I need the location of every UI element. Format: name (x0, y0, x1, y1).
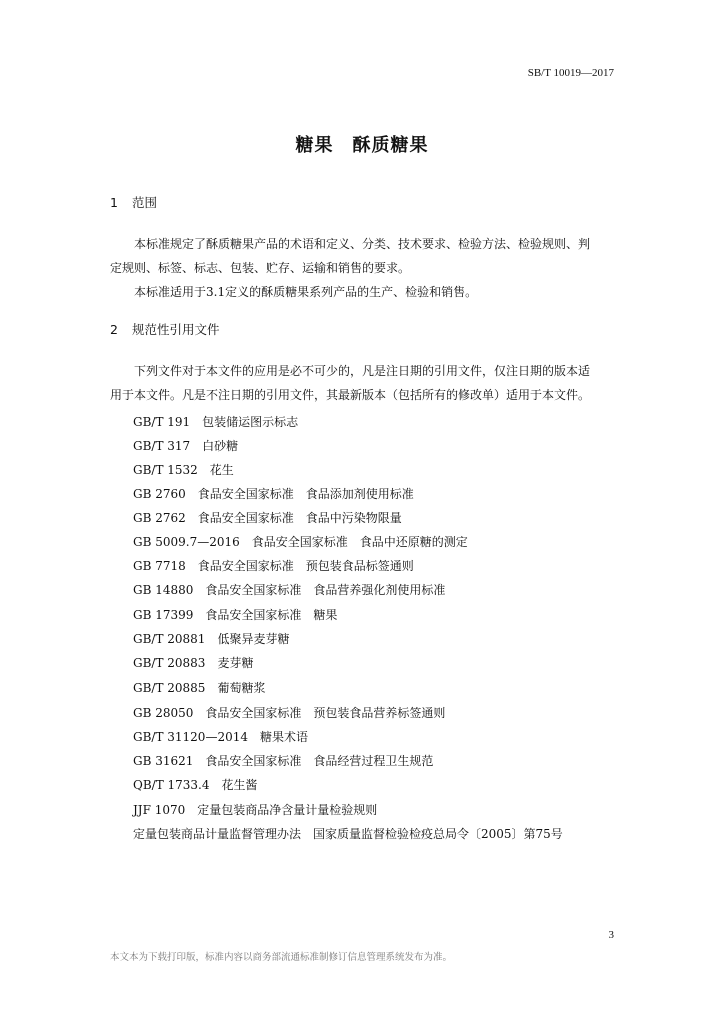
reference-item: GB 28050 食品安全国家标准 预包装食品营养标签通则 (133, 706, 446, 720)
section-number: 1 (110, 195, 118, 210)
paragraph-line: 定规则、标签、标志、包装、贮存、运输和销售的要求。 (110, 261, 411, 275)
reference-item: GB 17399 食品安全国家标准 糖果 (133, 608, 338, 622)
reference-item: GB/T 20883 麦芽糖 (133, 656, 254, 670)
section-number: 2 (110, 322, 118, 337)
reference-item: GB/T 1532 花生 (133, 463, 234, 477)
reference-item: 定量包装商品计量监督管理办法 国家质量监督检验检疫总局令〔2005〕第75号 (133, 827, 563, 841)
paragraph-line: 本标准规定了酥质糖果产品的术语和定义、分类、技术要求、检验方法、检验规则、判 (134, 237, 591, 251)
reference-item: GB/T 317 白砂糖 (133, 439, 239, 453)
section-2-heading (110, 320, 220, 338)
reference-item: GB/T 20881 低聚异麦芽糖 (133, 632, 290, 646)
reference-item: GB 14880 食品安全国家标准 食品营养强化剂使用标准 (133, 583, 446, 597)
section-1-heading (110, 193, 157, 211)
reference-item: GB 2762 食品安全国家标准 食品中污染物限量 (133, 511, 402, 525)
reference-item: GB/T 31120—2014 糖果术语 (133, 730, 308, 744)
paragraph-line: 下列文件对于本文件的应用是必不可少的，凡是注日期的引用文件，仅注日期的版本适 (134, 364, 591, 378)
reference-item: JJF 1070 定量包装商品净含量计量检验规则 (133, 803, 378, 817)
reference-item: GB 2760 食品安全国家标准 食品添加剂使用标准 (133, 487, 414, 501)
reference-item: GB/T 20885 葡萄糖浆 (133, 681, 266, 695)
page-number: 3 (608, 929, 614, 941)
reference-item: GB 7718 食品安全国家标准 预包装食品标签通则 (133, 559, 414, 573)
section-title: 范围 (132, 195, 158, 210)
reference-item: GB/T 191 包装储运图示标志 (133, 415, 299, 429)
section-title: 规范性引用文件 (132, 322, 220, 337)
standard-code: SB/T 10019—2017 (527, 67, 614, 79)
reference-item: GB 5009.7—2016 食品安全国家标准 食品中还原糖的测定 (133, 535, 468, 549)
paragraph-line: 本标准适用于3.1定义的酥质糖果系列产品的生产、检验和销售。 (134, 285, 478, 299)
paragraph-line: 用于本文件。凡是不注日期的引用文件，其最新版本（包括所有的修改单）适用于本文件。 (110, 388, 591, 402)
reference-item: GB 31621 食品安全国家标准 食品经营过程卫生规范 (133, 754, 434, 768)
document-title: 糖果 酥质糖果 (295, 135, 429, 156)
footer-note: 本文本为下载打印版，标准内容以商务部流通标准制修订信息管理系统发布为准。 (110, 952, 453, 963)
reference-item: QB/T 1733.4 花生酱 (133, 778, 258, 792)
